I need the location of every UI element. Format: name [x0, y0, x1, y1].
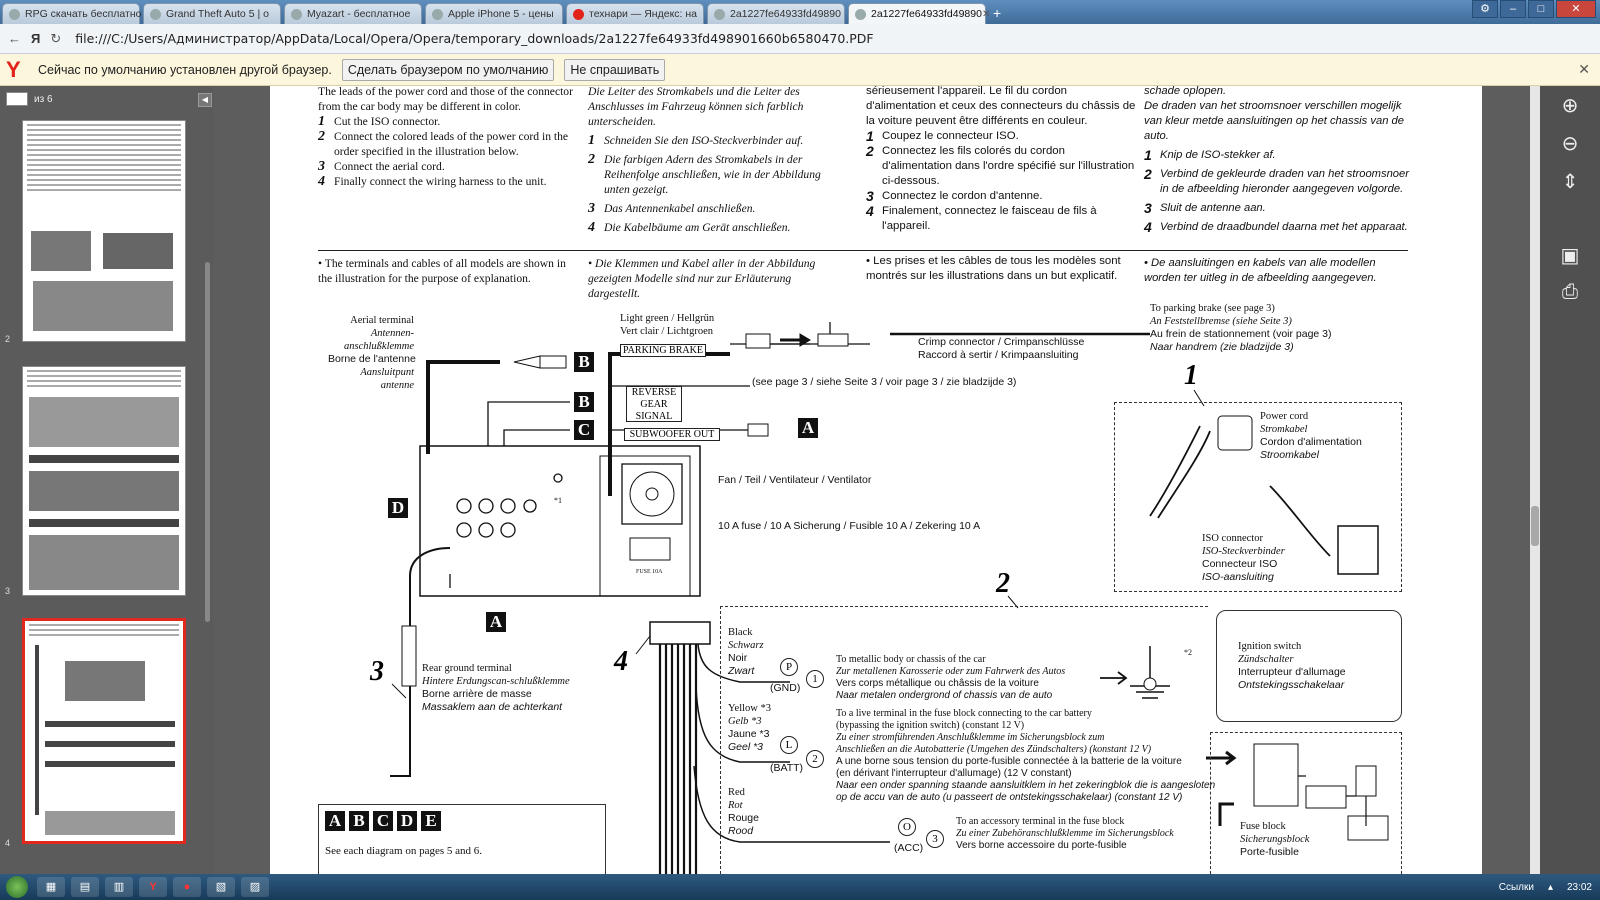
tab-pdf-active[interactable]	[848, 3, 991, 24]
live-line: (bypassing the ignition switch) (constant 12 V)	[836, 720, 1025, 731]
red-line: Rouge	[728, 812, 759, 824]
yellow-line: Gelb *3	[728, 716, 762, 727]
reverse-gear-box	[626, 386, 682, 422]
aerial-line: Borne de l'antenne	[328, 353, 416, 365]
dutch-intro-continued: schade oplopen.	[1144, 85, 1227, 97]
step-number: 2	[996, 568, 1010, 599]
see-diagram-text: See each diagram on pages 5 and 6.	[325, 845, 482, 857]
pdf-page	[270, 86, 1482, 874]
red-line: Rot	[728, 800, 743, 811]
accessory-line: To an accessory terminal in the fuse block	[956, 816, 1125, 827]
page-counter	[6, 92, 53, 106]
dutch-step: Verbind de draadbundel daarna met het apparaat.	[1160, 221, 1408, 233]
black-wire-label	[728, 626, 764, 678]
step-number: 4	[614, 646, 628, 677]
iso-line: ISO connector	[1202, 533, 1263, 544]
network-icon[interactable]: ▴	[1547, 881, 1553, 893]
back-arrow-icon[interactable]: ←	[8, 31, 21, 46]
red-wire-label	[728, 786, 759, 838]
tab-gta[interactable]	[143, 3, 281, 24]
reverse-line: REVERSE	[631, 387, 677, 398]
red-line: Rood	[728, 825, 754, 837]
tab-favicon-icon	[291, 9, 302, 20]
ignition-line: Zündschalter	[1238, 654, 1294, 665]
metal-chassis-text	[836, 654, 1065, 702]
page-number-input[interactable]	[6, 92, 28, 106]
aerial-line: anschlußklemme	[344, 341, 414, 352]
aerial-line: antenne	[380, 380, 414, 391]
fuse-block-line: Fuse block	[1240, 821, 1286, 832]
metal-line: Vers corps métallique ou châssis de la voiture	[836, 678, 1039, 689]
parking-line: To parking brake (see page 3)	[1150, 303, 1275, 314]
fuse-block-label	[1240, 820, 1309, 859]
taskbar-app-icon[interactable]: ▧	[207, 877, 235, 897]
ignition-line: Ignition switch	[1238, 641, 1302, 652]
reload-icon[interactable]: ↻	[50, 30, 62, 46]
circled-number: 1	[806, 670, 824, 688]
maximize-button[interactable]: □	[1528, 0, 1554, 18]
see-page3-label: (see page 3 / siehe Seite 3 / voir page 3 / zie bladzijde 3)	[752, 376, 1017, 388]
taskbar-app-icon[interactable]: ▥	[105, 877, 133, 897]
thumbnail-number: 3	[5, 586, 11, 596]
tab-strip	[0, 0, 1600, 24]
crimp-line: Crimp connector / Crimpanschlüsse	[918, 336, 1085, 348]
tab-yandex[interactable]	[566, 3, 704, 24]
iso-line: Connecteur ISO	[1202, 558, 1278, 570]
metal-line: To metallic body or chassis of the car	[836, 654, 986, 665]
thumbnail-number: 4	[5, 838, 11, 848]
tab-favicon-icon	[855, 9, 866, 20]
address-bar	[0, 24, 1600, 54]
gnd-label: (GND)	[770, 682, 801, 694]
zoom-in-icon[interactable]: ⊕	[1561, 95, 1579, 117]
yandex-logo-icon[interactable]: Я	[31, 31, 41, 46]
note-text: Die Klemmen und Kabel aller in der Abbildung gezeigten Modelle sind nur zur Erläuterung dargestellt.	[588, 257, 816, 300]
tag-a: A	[798, 418, 818, 438]
fuse-block-line: Porte-fusible	[1240, 846, 1299, 858]
note-text: De aansluitingen en kabels van alle modellen worden ter uitleg in de afbeelding aangegeven.	[1144, 257, 1377, 284]
tab-label: 2a1227fe64933fd49890	[871, 8, 982, 20]
iso-line: ISO-aansluiting	[1202, 571, 1274, 583]
live-line: Anschließen an die Autobatterie (Umgehen des Zündschalters) (konstant 12 V)	[836, 744, 1152, 755]
tab-iphone[interactable]	[425, 3, 563, 24]
collapse-pane-icon[interactable]: ◀	[198, 93, 212, 107]
fuse-small-label: FUSE 10A	[636, 569, 663, 575]
reverse-line: GEAR	[640, 399, 668, 410]
aerial-line: Antennen-	[370, 328, 414, 339]
step-number: 1	[1184, 360, 1198, 391]
iso-connector-label	[1202, 532, 1285, 584]
pin-letter: L	[780, 736, 798, 754]
fuse-block-line: Sicherungsblock	[1240, 834, 1310, 845]
tab-pdf-1[interactable]	[707, 3, 845, 24]
tab-label: Myazart - бесплатное	[307, 8, 411, 20]
make-default-button[interactable]: Сделать браузером по умолчанию	[342, 59, 555, 81]
accessory-text	[956, 816, 1174, 852]
black-line: Schwarz	[728, 640, 764, 651]
fit-page-icon[interactable]: ⇕	[1561, 171, 1579, 193]
tab-label: Grand Theft Auto 5 | о	[166, 8, 269, 20]
red-line: Red	[728, 787, 745, 798]
taskbar-app-icon[interactable]: ▤	[71, 877, 99, 897]
footnote-marker: *2	[1184, 648, 1192, 657]
live-line: A une borne sous tension du porte-fusible connectée à la batterie de la voiture	[836, 756, 1182, 767]
french-step: Coupez le connecteur ISO.	[882, 130, 1019, 142]
system-tray	[1499, 882, 1592, 893]
tag-b: B	[574, 392, 594, 412]
taskbar-app-icon[interactable]: ▦	[37, 877, 65, 897]
dont-ask-button[interactable]: Не спрашивать	[564, 59, 665, 81]
french-step: Finalement, connectez le faisceau de fils à l'appareil.	[882, 205, 1097, 232]
english-step: Cut the ISO connector.	[334, 115, 441, 128]
scrollbar-thumb[interactable]	[1531, 506, 1539, 546]
pdf-viewer	[214, 86, 1540, 874]
yandex-browser-taskbar-icon[interactable]: Y	[139, 877, 167, 897]
tab-favicon-icon	[9, 9, 20, 20]
save-icon[interactable]: ▣	[1560, 245, 1580, 267]
aerial-line: Aansluitpunt	[360, 367, 414, 378]
french-step: Connectez le cordon d'antenne.	[882, 190, 1043, 202]
power-cord-line: Power cord	[1260, 411, 1309, 422]
yandex-browser-icon: Y	[6, 56, 21, 82]
close-notification-icon[interactable]: ✕	[1578, 61, 1590, 77]
light-green-label	[620, 312, 714, 338]
french-step: Connectez les fils colorés du cordon d'alimentation dans l'ordre spécifié sur l'illustration ci-dessous.	[882, 145, 1135, 187]
pin-letter: P	[780, 658, 798, 676]
german-column: Die Leiter des Stromkabels und die Leiter des Anschlusses im Fahrzeug können sich farblich unterscheiden. 1 Schneiden Sie den ISO-Steckverbinder auf. 2 Die farbigen Adern des Stromkabels in der Reihenfolge anschließen, wie in der Abbildung unten gezeigt. 3 Das Antennenkabel anschließen. 4 Die Kabelbäume am Gerät anschließen.	[588, 84, 846, 235]
settings-icon[interactable]: ⚙	[1472, 0, 1498, 18]
rear-ground-line: Borne arrière de masse	[422, 688, 532, 700]
taskbar-app-icon[interactable]: ●	[173, 877, 201, 897]
yandex-favicon-icon	[573, 9, 584, 20]
close-window-button[interactable]: ✕	[1556, 0, 1596, 18]
minimize-button[interactable]: –	[1500, 0, 1526, 18]
fan-label: Fan / Teil / Ventilateur / Ventilator	[718, 474, 872, 486]
black-line: Black	[728, 627, 753, 638]
rear-ground-label	[422, 662, 570, 714]
english-note: • The terminals and cables of all models are shown in the illustration for the purpose of explanation.	[318, 257, 566, 285]
thumbnail-number: 2	[5, 334, 11, 344]
dutch-note: • De aansluitingen en kabels van alle modellen worden ter uitleg in de afbeelding aangegeven.	[1144, 257, 1377, 284]
tag-c: C	[574, 420, 594, 440]
parking-brake-destination	[1150, 302, 1332, 354]
rear-ground-line: Rear ground terminal	[422, 663, 512, 674]
tab-label: RPG скачать бесплатно	[25, 8, 142, 20]
rear-ground-line: Massaklem aan de achterkant	[422, 701, 563, 713]
light-green-line: Vert clair / Lichtgroen	[620, 326, 714, 337]
live-line: Zu einer stromführenden Anschlußklemme im Sicherungsblock zum	[836, 732, 1105, 743]
note-text: Les prises et les câbles de tous les modèles sont montrés sur les illustrations dans un but explicatif.	[866, 255, 1121, 282]
legend-letter: A	[325, 811, 345, 831]
french-note: • Les prises et les câbles de tous les modèles sont montrés sur les illustrations dans un but explicatif.	[866, 255, 1121, 282]
window-controls	[1472, 0, 1596, 18]
thumbnail-scrollbar[interactable]	[205, 262, 210, 622]
step-number: 3	[370, 656, 384, 687]
english-intro: The leads of the power cord and those of the connector from the car body may be different in color.	[318, 85, 573, 113]
pin-letter: O	[898, 818, 916, 836]
ignition-switch-label	[1238, 640, 1346, 692]
tab-favicon-icon	[432, 9, 443, 20]
legend-letter: D	[397, 811, 417, 831]
yellow-line: Jaune *3	[728, 728, 770, 740]
parking-line: Au frein de stationnement (voir page 3)	[1150, 328, 1332, 340]
tab-label: Apple iPhone 5 - цены	[448, 8, 554, 20]
crimp-connector-label	[918, 336, 1084, 362]
page-thumbnail-2[interactable]	[22, 120, 186, 342]
live-line: (en dérivant l'interrupteur d'allumage) (12 V constant)	[836, 768, 1072, 779]
circled-number: 3	[926, 830, 944, 848]
live-line: To a live terminal in the fuse block connecting to the car battery	[836, 708, 1092, 719]
german-step: Das Antennenkabel anschließen.	[604, 202, 756, 215]
legend-letter: E	[421, 811, 441, 831]
ignition-line: Interrupteur d'allumage	[1238, 666, 1346, 678]
metal-line: Zur metallenen Karosserie oder zum Fahrwerk des Autos	[836, 666, 1066, 677]
tab-label: 2a1227fe64933fd49890	[730, 8, 841, 20]
parking-brake-box: PARKING BRAKE	[620, 344, 706, 357]
dutch-intro: De draden van het stroomsnoer verschillen mogelijk van kleur metde aansluitingen op het chassis van de auto.	[1144, 100, 1404, 142]
dutch-column: schade oplopen. De draden van het stroomsnoer verschillen mogelijk van kleur metde aansluitingen op het chassis van de auto. 1 Knip de ISO-stekker af. 2 Verbind de gekleurde draden van het stroomsnoer in de afbeelding hieronder aangegeven volgorde. 3 Sluit de antenne aan. 4 Verbind de draadbundel daarna met het apparaat.	[1144, 84, 1414, 235]
light-green-line: Light green / Hellgrün	[620, 313, 715, 324]
aerial-terminal-label	[328, 314, 414, 392]
subwoofer-out-box: SUBWOOFER OUT	[624, 428, 720, 441]
legend-box	[318, 804, 606, 874]
french-intro: sérieusement l'appareil. Le fil du cordon d'alimentation et ceux des connecteurs du châssis de la voiture peuvent être différents en couleur.	[866, 85, 1136, 127]
zoom-out-icon[interactable]: ⊖	[1561, 133, 1579, 155]
iso-line: ISO-Steckverbinder	[1202, 546, 1285, 557]
power-cord-label	[1260, 410, 1362, 462]
tag-b: B	[574, 352, 594, 372]
tag-d: D	[388, 498, 408, 518]
metal-line: Naar metalen ondergrond of chassis van de auto	[836, 690, 1053, 701]
footnote-marker: *1	[554, 496, 562, 505]
taskbar-app-icon[interactable]: ▨	[241, 877, 269, 897]
aerial-line: Aerial terminal	[350, 315, 414, 326]
taskbar	[0, 874, 1600, 900]
circled-number: 2	[806, 750, 824, 768]
yellow-line: Geel *3	[728, 741, 764, 753]
english-step: Connect the aerial cord.	[334, 160, 445, 173]
note-text: The terminals and cables of all models are shown in the illustration for the purpose of explanation.	[318, 257, 566, 285]
live-line: Naar een onder spanning staande aansluitklem in het zekeringblok die is aangesloten	[836, 780, 1216, 791]
dutch-step: Verbind de gekleurde draden van het stroomsnoer in de afbeelding hieronder aangegeven volgorde.	[1160, 168, 1409, 195]
tab-favicon-icon	[150, 9, 161, 20]
live-terminal-text	[836, 708, 1215, 804]
default-browser-bar	[0, 54, 1600, 86]
black-line: Noir	[728, 652, 748, 664]
legend-letter: B	[349, 811, 369, 831]
legend-letter: C	[373, 811, 393, 831]
tab-rpg[interactable]	[2, 3, 140, 24]
crimp-line: Raccord à sertir / Krimpaansluiting	[918, 349, 1079, 361]
new-tab-button[interactable]: +	[993, 5, 1002, 21]
page-total: из 6	[34, 93, 53, 105]
power-cord-line: Cordon d'alimentation	[1260, 436, 1362, 448]
print-icon[interactable]: ⎙	[1562, 281, 1578, 303]
tab-favicon-icon	[714, 9, 725, 20]
german-step: Schneiden Sie den ISO-Steckverbinder auf.	[604, 134, 804, 147]
page-thumbnail-4-selected[interactable]	[22, 618, 186, 844]
german-intro: Die Leiter des Stromkabels und die Leiter des Anschlusses im Fahrzeug können sich farblich unterscheiden.	[588, 85, 804, 128]
accessory-line: Zu einer Zubehöranschlußklemme im Sicherungsblock	[956, 828, 1174, 839]
notification-text: Сейчас по умолчанию установлен другой браузер.	[38, 62, 332, 77]
german-step: Die farbigen Adern des Stromkabels in der Reihenfolge anschließen, wie in der Abbildung unten gezeigt.	[604, 153, 821, 196]
rear-ground-line: Hintere Erdungscan-schlußklemme	[422, 676, 570, 687]
accessory-line: Vers borne accessoire du porte-fusible	[956, 840, 1127, 851]
tag-a: A	[486, 612, 506, 632]
fuse-label: 10 A fuse / 10 A Sicherung / Fusible 10 A / Zekering 10 A	[718, 520, 981, 532]
page-thumbnail-3[interactable]	[22, 366, 186, 596]
german-step: Die Kabelbäume am Gerät anschließen.	[604, 221, 791, 234]
parking-line: An Feststellbremse (siehe Seite 3)	[1150, 316, 1292, 327]
french-column: sérieusement l'appareil. Le fil du cordon d'alimentation et ceux des connecteurs du châssis de la voiture peuvent être différents en couleur. 1 Coupez le connecteur ISO. 2 Connectez les fils colorés du cordon d'alimentation dans l'ordre spécifié sur l'illustration ci-dessous. 3 Connectez le cordon d'antenne. 4 Finalement, connectez le faisceau de fils à l'appareil.	[866, 85, 1136, 232]
english-step: Connect the colored leads of the power cord in the order specified in the illustration below.	[334, 130, 569, 158]
document-scrollbar[interactable]	[1530, 86, 1540, 874]
dutch-step: Sluit de antenne aan.	[1160, 202, 1266, 214]
start-button[interactable]	[6, 876, 28, 898]
power-cord-line: Stromkabel	[1260, 424, 1308, 435]
tab-myazart[interactable]	[284, 3, 422, 24]
dutch-step: Knip de ISO-stekker af.	[1160, 149, 1276, 161]
yellow-wire-label	[728, 702, 771, 754]
reverse-line: SIGNAL	[635, 411, 673, 422]
legend-letters	[325, 811, 605, 831]
black-line: Zwart	[728, 665, 755, 677]
english-column: The leads of the power cord and those of the connector from the car body may be different in color. 1 Cut the ISO connector. 2 Connect the colored leads of the power cord in the order specified in the illustration below. 3 Connect the aerial cord. 4 Finally connect the wiring harness to the unit.	[318, 84, 576, 189]
parking-line: Naar handrem (zie bladzijde 3)	[1150, 341, 1294, 353]
german-note: • Die Klemmen und Kabel aller in der Abbildung gezeigten Modelle sind nur zur Erläuterung dargestellt.	[588, 257, 816, 300]
yellow-line: Yellow *3	[728, 703, 771, 714]
live-line: op de accu van de auto (u passeert de ontstekingsschakelaar) (constant 12 V)	[836, 792, 1183, 803]
pdf-tools	[1540, 86, 1600, 874]
url-field[interactable]: file:///C:/Users/Администратор/AppData/Local/Opera/Opera/temporary_downloads/2a1227fe64933fd498901660b6580470.PDF	[75, 31, 874, 46]
close-tab-icon[interactable]: ✕	[981, 8, 991, 20]
clock[interactable]: 23:02	[1566, 881, 1592, 893]
acc-label: (ACC)	[894, 842, 924, 854]
links-toolbar[interactable]: Ссылки	[1498, 881, 1534, 893]
batt-label: (BATT)	[770, 762, 804, 774]
ignition-line: Ontstekingsschakelaar	[1238, 679, 1345, 691]
tab-label: технари — Яндекс: на	[589, 8, 698, 20]
english-step: Finally connect the wiring harness to the unit.	[334, 175, 547, 188]
power-cord-line: Stroomkabel	[1260, 449, 1319, 461]
thumbnail-pane	[0, 86, 214, 874]
